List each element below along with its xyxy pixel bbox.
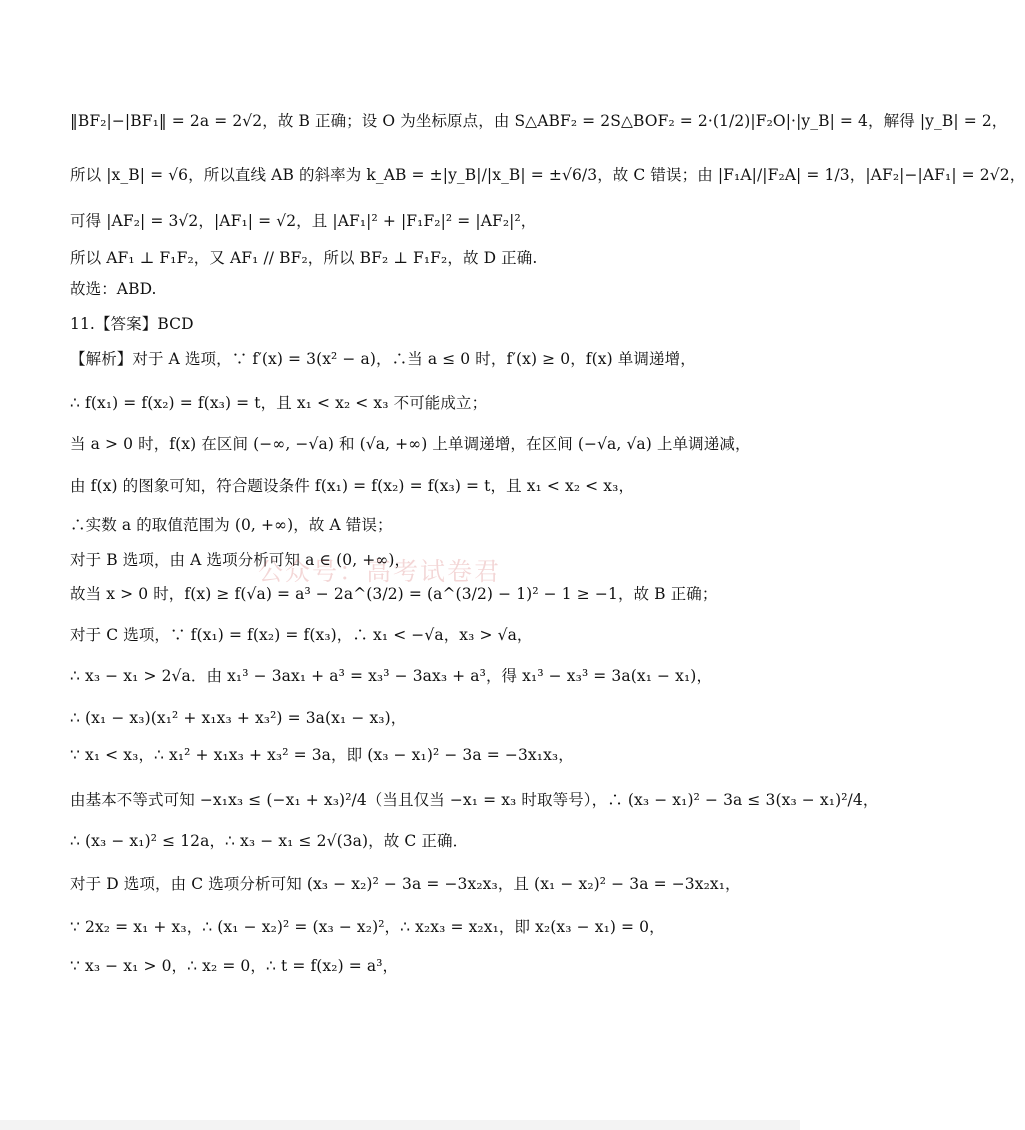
text-line-12: 对于 B 选项，由 A 选项分析可知 a ∈ (0, +∞)，	[70, 551, 411, 569]
watermark-text: 公众号：高考试卷君	[258, 557, 502, 586]
text-line-18: 由基本不等式可知 −x₁x₃ ≤ (−x₁ + x₃)²/4（当且仅当 −x₁ = x₃ 时取等号），∴ (x₃ − x₁)² − 3a ≤ 3(x₃ − x₁)²/4，	[70, 791, 879, 809]
text-line-7: 【解析】对于 A 选项，∵ f′(x) = 3(x² − a)，∴当 a ≤ 0 时，f′(x) ≥ 0，f(x) 单调递增，	[70, 350, 696, 368]
text-line-21: ∵ 2x₂ = x₁ + x₃，∴ (x₁ − x₂)² = (x₃ − x₂)²，∴ x₂x₃ = x₂x₁，即 x₂(x₃ − x₁) = 0，	[70, 918, 665, 936]
text-line-13: 故当 x > 0 时，f(x) ≥ f(√a) = a³ − 2a^(3/2) = (a^(3/2) − 1)² − 1 ≥ −1，故 B 正确；	[70, 585, 718, 603]
text-line-16: ∴ (x₁ − x₃)(x₁² + x₁x₃ + x₃²) = 3a(x₁ − x₃)，	[70, 709, 407, 727]
text-line-10: 由 f(x) 的图象可知，符合题设条件 f(x₁) = f(x₂) = f(x₃) = t，且 x₁ < x₂ < x₃，	[70, 477, 635, 495]
text-line-5: 故选：ABD.	[70, 280, 157, 298]
text-line-8: ∴ f(x₁) = f(x₂) = f(x₃) = t，且 x₁ < x₂ < x₃ 不可能成立；	[70, 394, 488, 412]
text-line-4: 所以 AF₁ ⊥ F₁F₂，又 AF₁ // BF₂，所以 BF₂ ⊥ F₁F₂，故 D 正确.	[70, 249, 538, 267]
text-line-22: ∵ x₃ − x₁ > 0，∴ x₂ = 0，∴ t = f(x₂) = a³，	[70, 957, 399, 975]
text-line-3: 可得 |AF₂| = 3√2，|AF₁| = √2，且 |AF₁|² + |F₁F₂|² = |AF₂|²，	[70, 212, 537, 230]
answer-heading: 11.【答案】BCD	[70, 315, 194, 333]
text-line-15: ∴ x₃ − x₁ > 2√a．由 x₁³ − 3ax₁ + a³ = x₃³ − 3ax₃ + a³，得 x₁³ − x₃³ = 3a(x₁ − x₁)，	[70, 667, 713, 685]
text-line-17: ∵ x₁ < x₃，∴ x₁² + x₁x₃ + x₃² = 3a，即 (x₃ − x₁)² − 3a = −3x₁x₃，	[70, 746, 574, 764]
text-line-2: 所以 |x_B| = √6，所以直线 AB 的斜率为 k_AB = ±|y_B|/|x_B| = ±√6/3，故 C 错误；由 |F₁A|/|F₂A| = 1/3，|AF₂|−|AF₁| = 2√2，	[70, 166, 1025, 184]
text-line-14: 对于 C 选项，∵ f(x₁) = f(x₂) = f(x₃)，∴ x₁ < −√a，x₃ > √a，	[70, 626, 533, 644]
text-line-11: ∴实数 a 的取值范围为 (0, +∞)，故 A 错误；	[70, 516, 393, 534]
page-bottom-edge	[0, 1120, 800, 1130]
text-line-9: 当 a > 0 时，f(x) 在区间 (−∞, −√a) 和 (√a, +∞) 上单调递增，在区间 (−√a, √a) 上单调递减，	[70, 435, 751, 453]
text-line-19: ∴ (x₃ − x₁)² ≤ 12a，∴ x₃ − x₁ ≤ 2√(3a)，故 C 正确．	[70, 832, 469, 850]
text-line-20: 对于 D 选项，由 C 选项分析可知 (x₃ − x₂)² − 3a = −3x₂x₃，且 (x₁ − x₂)² − 3a = −3x₂x₁，	[70, 875, 741, 893]
text-line-1: ‖BF₂|−|BF₁‖ = 2a = 2√2，故 B 正确；设 O 为坐标原点，由 S△ABF₂ = 2S△BOF₂ = 2·(1/2)|F₂O|·|y_B| = 4，解得 |y_B| = 2，	[70, 112, 1008, 130]
